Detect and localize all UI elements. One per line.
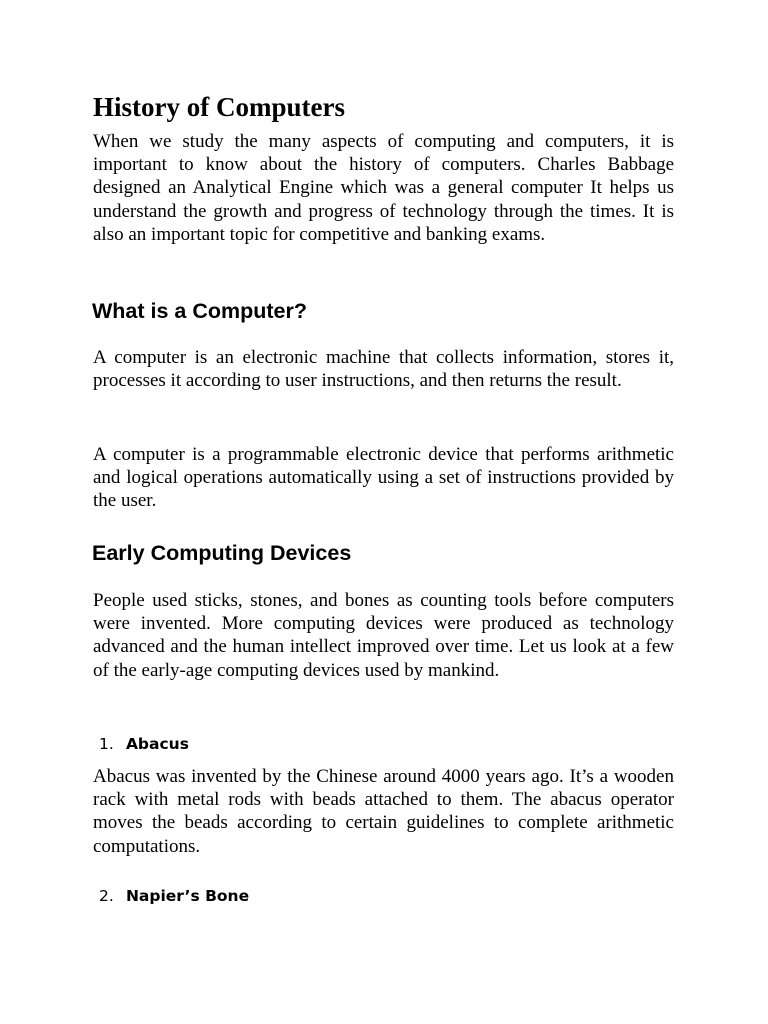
list-item-number: 1. <box>99 735 114 753</box>
list-item-label: Napier’s Bone <box>125 887 250 905</box>
intro-paragraph: When we study the many aspects of computing and computers, it is important to know about the history of computers. Charles Babbage designed an Analytical Engine which was a general computer It helps us understand the growth and progress of technology through the times. It is also an important topic for competitive and banking exams. <box>93 131 674 245</box>
section-heading-early-devices: Early Computing Devices <box>92 541 352 565</box>
list-item-number: 2. <box>99 887 114 905</box>
list-item-napiers-bone <box>99 885 249 907</box>
abacus-description: Abacus was invented by the Chinese around 4000 years ago. It’s a wooden rack with metal rods with beads attached to them. The abacus operator moves the beads according to certain guidelines to complete arithmetic computations. <box>93 766 674 857</box>
early-devices-paragraph: People used sticks, stones, and bones as counting tools before computers were invented. More computing devices were produced as technology advanced and the human intellect improved over time. Let us look at a few of the early-age computing devices used by mankind. <box>93 590 674 681</box>
computer-definition-paragraph-1: A computer is an electronic machine that collects information, stores it, processes it according to user instructions, and then returns the result. <box>93 347 674 392</box>
list-item-abacus <box>99 733 189 755</box>
document-title: History of Computers <box>93 92 345 122</box>
computer-definition-paragraph-2: A computer is a programmable electronic device that performs arithmetic and logical operations automatically using a set of instructions provided by the user. <box>93 444 674 512</box>
section-heading-what-is-computer: What is a Computer? <box>92 299 308 323</box>
list-item-label: Abacus <box>125 735 189 753</box>
